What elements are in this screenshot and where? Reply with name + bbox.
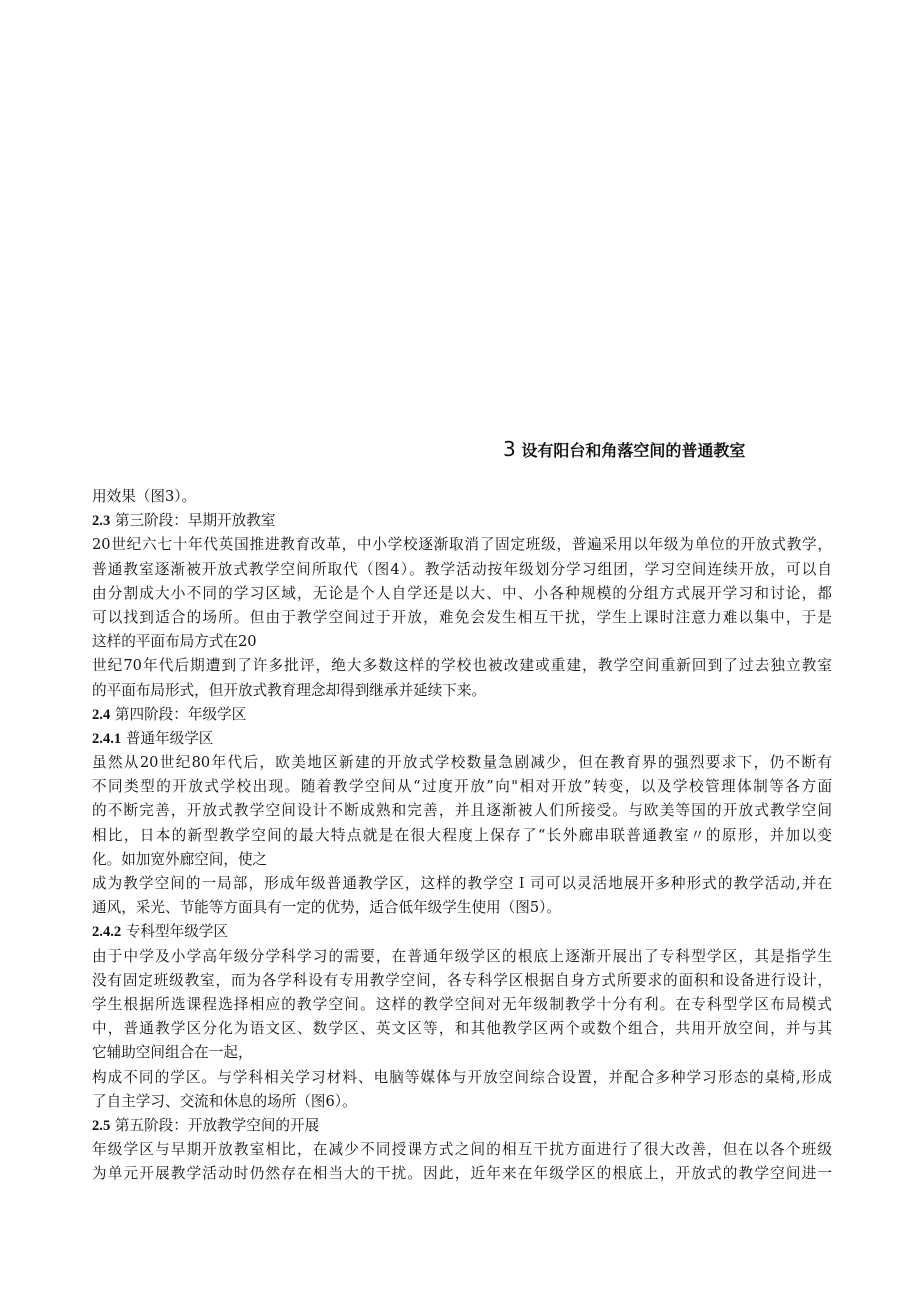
paragraph-line: 的不断完善，开放式教学空间设计不断成熟和完善，并且逐渐被人们所接受。与欧美等国的开放式教学空间 <box>92 802 832 820</box>
section-heading <box>92 1114 832 1138</box>
paragraph-line: 世纪70年代后期遭到了许多批评，绝大多数这样的学校也被改建或重建，教学空间重新回到了过去独立教室 <box>92 657 832 675</box>
paragraph-line: 通风，采光、节能等方面具有一定的优势，适合低年级学生使用（图5）。 <box>92 899 561 917</box>
figure-placeholder <box>92 40 832 430</box>
paragraph-line: 为单元开展教学活动时仍然存在相当大的干扰。因此，近年来在年级学区的根底上，开放式的教学空间进一 <box>92 1165 832 1183</box>
paragraph-line: 中，普通教学区分化为语文区、数学区、英文区等，和其他教学区两个或数个组合，共用开放空间，并与其 <box>92 1020 832 1038</box>
paragraph-line: 相比，日本的新型教学空间的最大特点就是在很大程度上保存了“长外廊串联普通教室〃的原形，并加以变 <box>92 826 832 844</box>
paragraph-line: 化。如加宽外廊空间，使之 <box>92 850 268 868</box>
paragraph-line: 了自主学习、交流和休息的场所（图6）。 <box>92 1092 357 1110</box>
section-heading <box>92 703 832 727</box>
section-number: 2.4.2 <box>92 924 122 941</box>
figure-caption-text: 设有阳台和角落空间的普通教室 <box>521 441 746 460</box>
paragraph-line: 20世纪六七十年代英国推进教育改革，中小学校逐渐取消了固定班级，普遍采用以年级为单位的开放式教学， <box>92 536 832 554</box>
section-title: 第五阶段：开放教学空间的开展 <box>110 1116 320 1134</box>
paragraph-line: 成为教学空间的一局部，形成年级普通教学区，这样的教学空Ｉ司可以灵活地展开多种形式的教学活动,并在 <box>92 875 832 892</box>
section-title: 第四阶段：年级学区 <box>110 705 247 723</box>
paragraph-line: 这样的平面布局方式在20 <box>92 633 257 651</box>
paragraph-line: 由分割成大小不同的学习区域，无论是个人自学还是以大、中、小各种规模的分组方式展开学习和讨论，都 <box>92 584 832 602</box>
section-heading <box>92 920 832 944</box>
figure-caption-number: 3 <box>503 437 516 461</box>
paragraph-line: 不同类型的开放式学校出现。随着教学空间从“过度开放”向"相对开放”转变，以及学校管理体制等各方面 <box>92 778 832 796</box>
paragraph-line: 年级学区与早期开放教室相比，在减少不同授课方式之间的相互干扰方面进行了很大改善，但在以各个班级 <box>92 1141 832 1159</box>
paragraph-line: 虽然从20世纪80年代后，欧美地区新建的开放式学校数量急剧减少，但在教育界的强烈要求下，仍不断有 <box>92 754 832 772</box>
section-number: 2.4 <box>92 706 111 723</box>
paragraph-line: 普通教室逐渐被开放式教学空间所取代（图4）。教学活动按年级划分学习组团，学习空间连续开放，可以自 <box>92 560 832 578</box>
section-title: 第三阶段：早期开放教室 <box>110 512 276 530</box>
paragraph-line: 可以找到适合的场所。但由于教学空间过于开放，难免会发生相互干扰，学生上课时注意力难以集中，于是 <box>92 608 832 626</box>
paragraph-line: 构成不同的学区。与学科相关学习材料、电脑等媒体与开放空间综合设置，并配合多种学习形态的桌椅,形成 <box>92 1068 832 1086</box>
paragraph-line: 由于中学及小学高年级分学科学习的需要，在普通年级学区的根底上逐渐开展出了专科型学区，其是指学生 <box>92 947 832 965</box>
paragraph-line: 学生根据所选课程选择相应的教学空间。这样的教学空间对无年级制教学十分有利。在专科型学区布局模式 <box>92 995 832 1013</box>
paragraph-line: 没有固定班级教室，而为各学科设有专用教学空间，各专科学区根据自身方式所要求的面积和设备进行设计， <box>92 971 832 989</box>
paragraph-line: 的平面布局形式，但开放式教育理念却得到继承并延续下来。 <box>92 681 487 699</box>
section-heading <box>92 509 832 533</box>
section-title: 普通年级学区 <box>121 729 214 747</box>
body-text <box>92 485 832 1186</box>
paragraph-line: 它辅助空间组合在一起， <box>92 1044 253 1062</box>
section-number: 2.5 <box>92 1117 111 1134</box>
section-heading <box>92 727 832 751</box>
figure-caption <box>503 436 823 462</box>
section-number: 2.3 <box>92 513 111 530</box>
section-number: 2.4.1 <box>92 730 122 747</box>
paragraph-line: 用效果（图3）。 <box>92 488 197 505</box>
section-title: 专科型年级学区 <box>121 923 228 941</box>
